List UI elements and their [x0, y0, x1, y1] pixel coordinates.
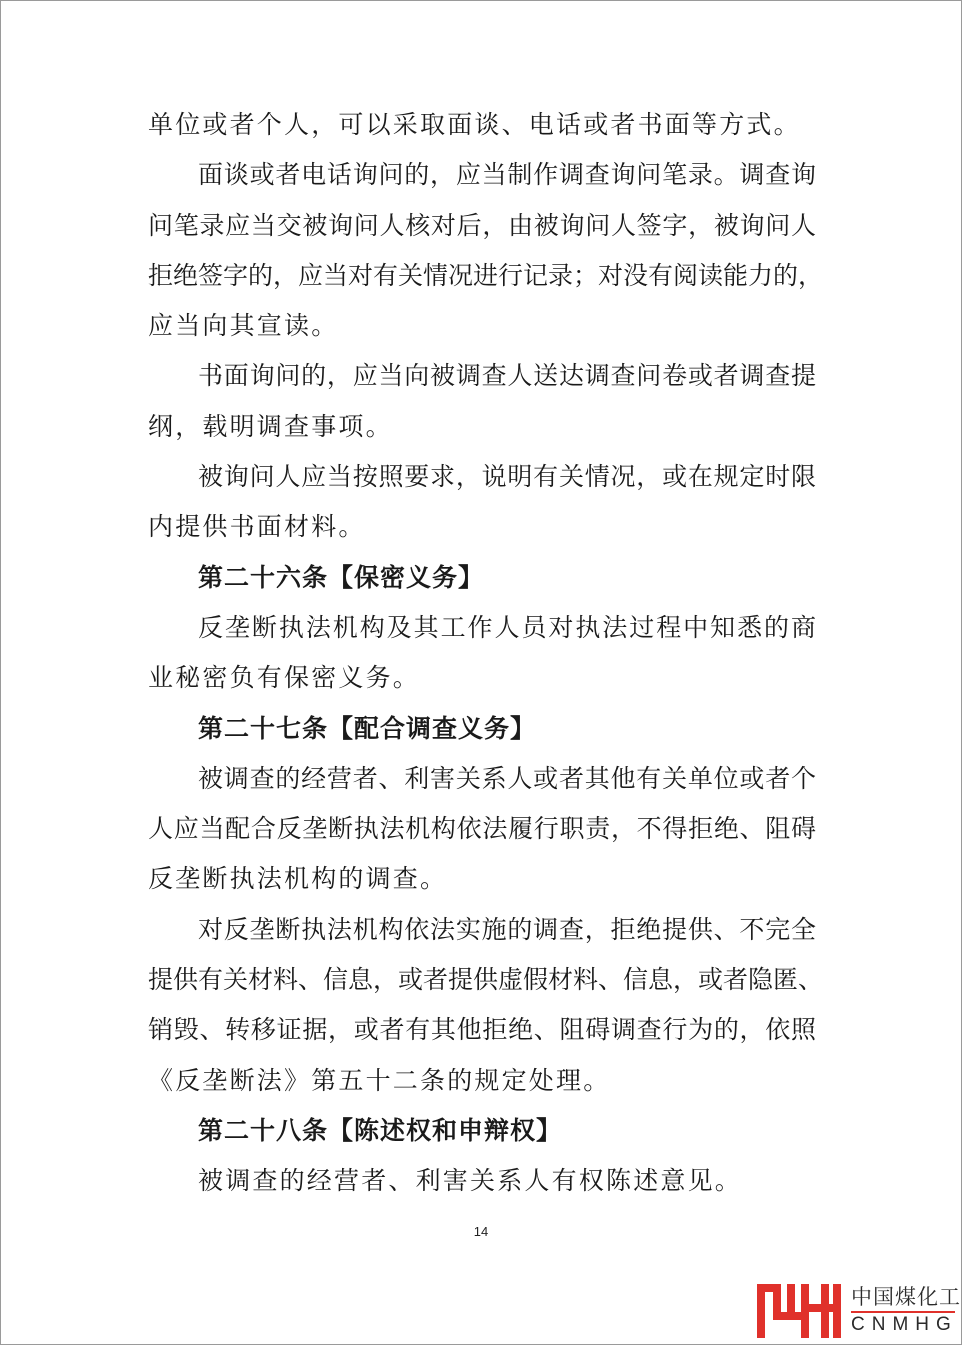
watermark	[755, 1280, 960, 1342]
text-line: 反垄断执法机构及其工作人员对执法过程中知悉的商	[198, 612, 816, 642]
text-line: 被询问人应当按照要求，说明有关情况，或在规定时限	[198, 462, 816, 492]
text-line: 拒绝签字的，应当对有关情况进行记录；对没有阅读能力的，	[148, 260, 824, 290]
text-line: 面谈或者电话询问的，应当制作调查询问笔录。调查询	[198, 160, 816, 190]
text-line: 书面询问的，应当向被调查人送达调查问卷或者调查提	[198, 361, 816, 391]
document-body	[148, 100, 824, 1207]
text-line: 业秘密负有保密义务。	[148, 663, 421, 693]
text-line: 反垄断执法机构的调查。	[148, 864, 448, 894]
watermark-chinese-text: 中国煤化工	[851, 1285, 961, 1309]
text-line: 内提供书面材料。	[148, 512, 366, 542]
text-line: 被调查的经营者、利害关系人或者其他有关单位或者个	[198, 763, 816, 793]
text-line: 单位或者个人，可以采取面谈、电话或者书面等方式。	[148, 110, 801, 139]
text-line: 应当向其宣读。	[148, 311, 339, 341]
text-line: 纲，载明调查事项。	[148, 411, 393, 441]
text-line: 销毁、转移证据，或者有其他拒绝、阻碍调查行为的，依照	[148, 1015, 816, 1045]
watermark-english-text: CNMHG	[851, 1314, 958, 1335]
article-heading: 第二十六条【保密义务】	[198, 562, 485, 592]
page-number: 14	[473, 1224, 489, 1239]
text-line: 人应当配合反垄断执法机构依法履行职责，不得拒绝、阻碍	[148, 814, 816, 844]
article-heading: 第二十八条【陈述权和申辩权】	[198, 1115, 563, 1145]
watermark-divider	[851, 1311, 955, 1313]
text-line: 提供有关材料、信息，或者提供虚假材料、信息，或者隐匿、	[148, 965, 824, 995]
text-line: 问笔录应当交被询问人核对后，由被询问人签字，被询问人	[148, 210, 816, 240]
myh-logo-icon	[755, 1280, 845, 1340]
text-line: 被调查的经营者、利害关系人有权陈述意见。	[198, 1166, 743, 1196]
text-line: 对反垄断执法机构依法实施的调查，拒绝提供、不完全	[198, 914, 816, 944]
text-line: 《反垄断法》第五十二条的规定处理。	[148, 1065, 611, 1095]
article-heading: 第二十七条【配合调查义务】	[198, 713, 537, 743]
